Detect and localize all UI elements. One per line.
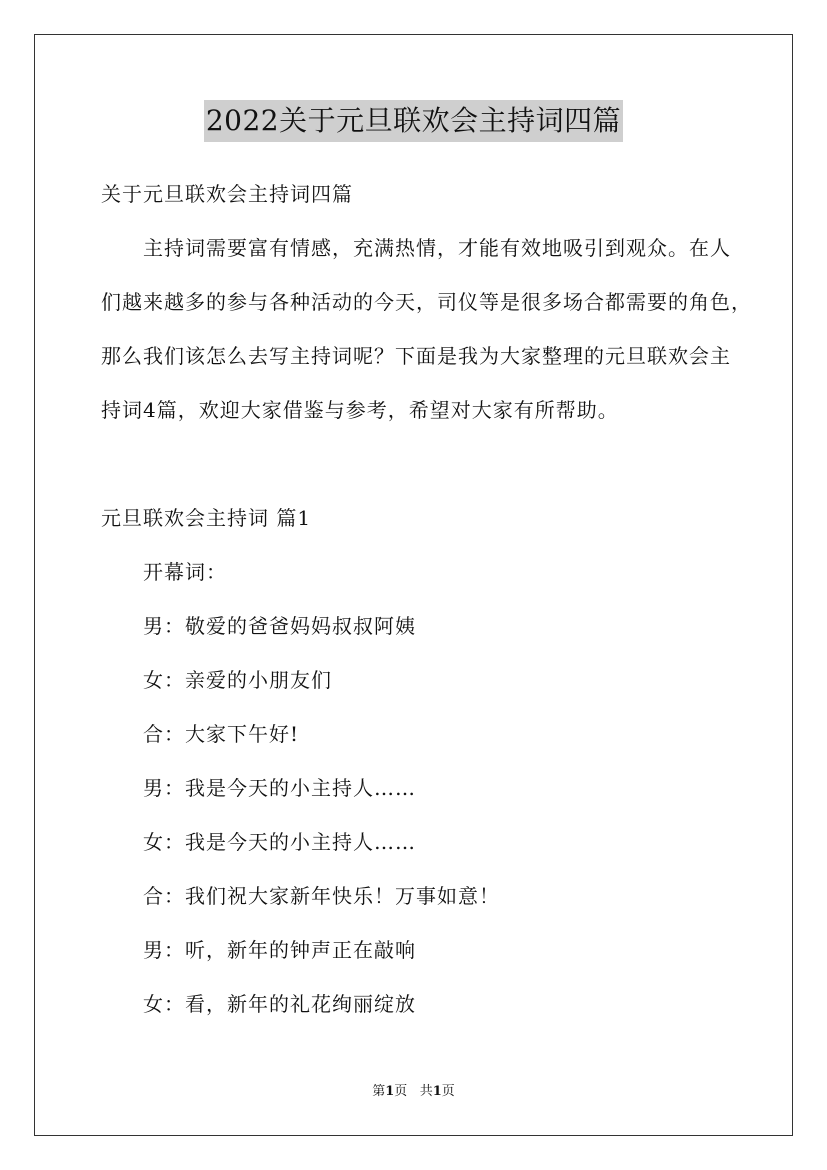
page-footer	[0, 1082, 827, 1102]
page-total-suffix: 页	[441, 1084, 455, 1099]
script-line: 女：亲爱的小朋友们	[143, 668, 332, 692]
intro-line-2: 们越来越多的参与各种活动的今天，司仪等是很多场合都需要的角色，	[101, 290, 752, 314]
page-total-prefix: 共	[419, 1084, 433, 1099]
document-title: 2022关于元旦联欢会主持词四篇	[204, 100, 623, 142]
script-line: 男：听，新年的钟声正在敲响	[143, 938, 416, 962]
page-number-prefix: 第	[372, 1084, 386, 1099]
intro-line-3: 那么我们该怎么去写主持词呢？下面是我为大家整理的元旦联欢会主	[101, 344, 731, 368]
document-subtitle: 关于元旦联欢会主持词四篇	[101, 182, 353, 206]
script-line: 男：我是今天的小主持人……	[143, 776, 416, 800]
page-number-current: 1	[385, 1084, 395, 1099]
script-line: 女：我是今天的小主持人……	[143, 830, 416, 854]
intro-line-1: 主持词需要富有情感，充满热情，才能有效地吸引到观众。在人	[143, 236, 731, 260]
section-heading: 元旦联欢会主持词 篇1	[101, 506, 312, 530]
script-line: 男：敬爱的爸爸妈妈叔叔阿姨	[143, 614, 416, 638]
script-line-opening: 开幕词：	[143, 560, 227, 584]
script-line: 合：大家下午好!	[143, 722, 300, 746]
page-total-count: 1	[432, 1084, 442, 1099]
title-container	[0, 100, 827, 142]
script-line: 女：看，新年的礼花绚丽绽放	[143, 992, 416, 1016]
script-line: 合：我们祝大家新年快乐！万事如意！	[143, 884, 500, 908]
page-number-suffix: 页	[394, 1084, 408, 1099]
intro-line-4: 持词4篇，欢迎大家借鉴与参考，希望对大家有所帮助。	[101, 398, 619, 422]
